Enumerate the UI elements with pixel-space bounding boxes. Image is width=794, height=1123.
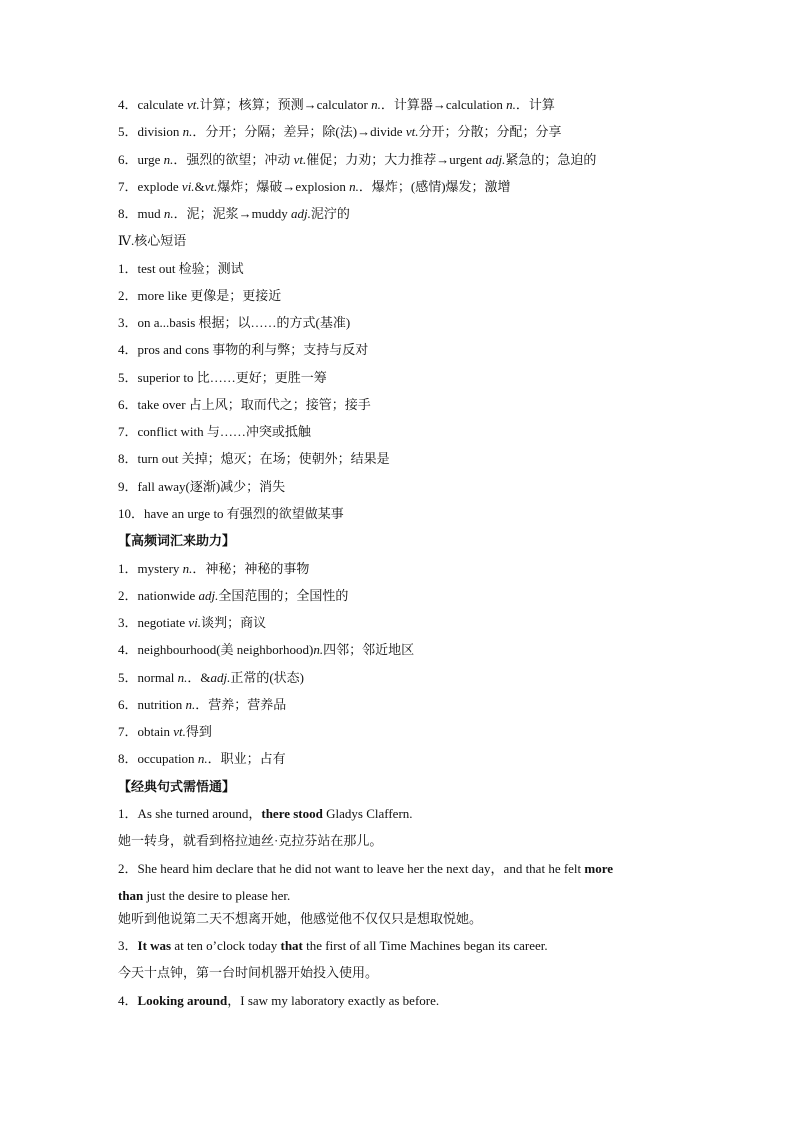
sentence-zh: 她一转身，就看到格拉迪丝·克拉芬站在那儿。	[118, 833, 383, 848]
section-heading-phrases: Ⅳ.核心短语	[118, 233, 187, 248]
phrase-item: 6．take over 占上风；取而代之；接管；接手	[118, 397, 371, 412]
phrase-item: 7．conflict with 与……冲突或抵触	[118, 424, 311, 439]
vocab-item: 1．mystery n.．神秘；神秘的事物	[118, 561, 310, 576]
vocab-derived-item: 4．calculate vt.计算；核算；预测→calculator n.．计算器→calculation n.．计算	[118, 97, 555, 112]
vocab-derived-item: 8．mud n.．泥；泥浆→muddy adj.泥泞的	[118, 206, 350, 221]
phrase-item: 2．more like 更像是；更接近	[118, 288, 282, 303]
vocab-derived-item: 6．urge n.．强烈的欲望；冲动 vt.催促；力劝；大力推荐→urgent adj.紧急的；急迫的	[118, 152, 597, 167]
vocab-item: 8．occupation n.．职业；占有	[118, 751, 286, 766]
phrase-item: 5．superior to 比……更好；更胜一筹	[118, 370, 327, 385]
sentence-en: 1．As she turned around，there stood Gladys Claffern.	[118, 806, 413, 821]
vocab-derived-item: 5．division n.．分开；分隔；差异；除(法)→divide vt.分开；分散；分配；分享	[118, 124, 562, 139]
phrase-item: 1．test out 检验；测试	[118, 261, 244, 276]
phrase-item: 10．have an urge to 有强烈的欲望做某事	[118, 506, 344, 521]
phrase-item: 9．fall away(逐渐)减少；消失	[118, 479, 286, 494]
phrase-item: 3．on a...basis 根据；以……的方式(基准)	[118, 315, 351, 330]
vocab-item: 3．negotiate vi.谈判；商议	[118, 615, 267, 630]
phrase-item: 8．turn out 关掉；熄灭；在场；使朝外；结果是	[118, 451, 390, 466]
sentence-zh: 她听到他说第二天不想离开她，他感觉他不仅仅只是想取悦她。	[118, 911, 483, 926]
phrase-item: 4．pros and cons 事物的利与弊；支持与反对	[118, 342, 369, 357]
section-heading-sentences: 【经典句式需悟通】	[118, 779, 236, 794]
sentence-en: 2．She heard him declare that he did not want to leave her the next day，and that he felt more	[118, 861, 614, 876]
vocab-item: 2．nationwide adj.全国范围的；全国性的	[118, 588, 349, 603]
sentence-en-continued: than just the desire to please her.	[118, 888, 291, 903]
vocab-item: 6．nutrition n.．营养；营养品	[118, 697, 287, 712]
vocab-item: 7．obtain vt.得到	[118, 724, 212, 739]
sentence-zh: 今天十点钟，第一台时间机器开始投入使用。	[118, 965, 379, 980]
sentence-en: 4．Looking around，I saw my laboratory exactly as before.	[118, 993, 440, 1008]
sentence-en: 3．It was at ten o’clock today that the first of all Time Machines began its career.	[118, 938, 548, 953]
vocab-item: 4．neighbourhood(美 neighborhood)n.四邻；邻近地区	[118, 642, 415, 657]
section-heading-vocab: 【高频词汇来助力】	[118, 533, 236, 548]
vocab-derived-item: 7．explode vi.&vt.爆炸；爆破→explosion n.．爆炸；(感情)爆发；激增	[118, 179, 511, 194]
vocab-item: 5．normal n.．&adj.正常的(状态)	[118, 670, 305, 685]
